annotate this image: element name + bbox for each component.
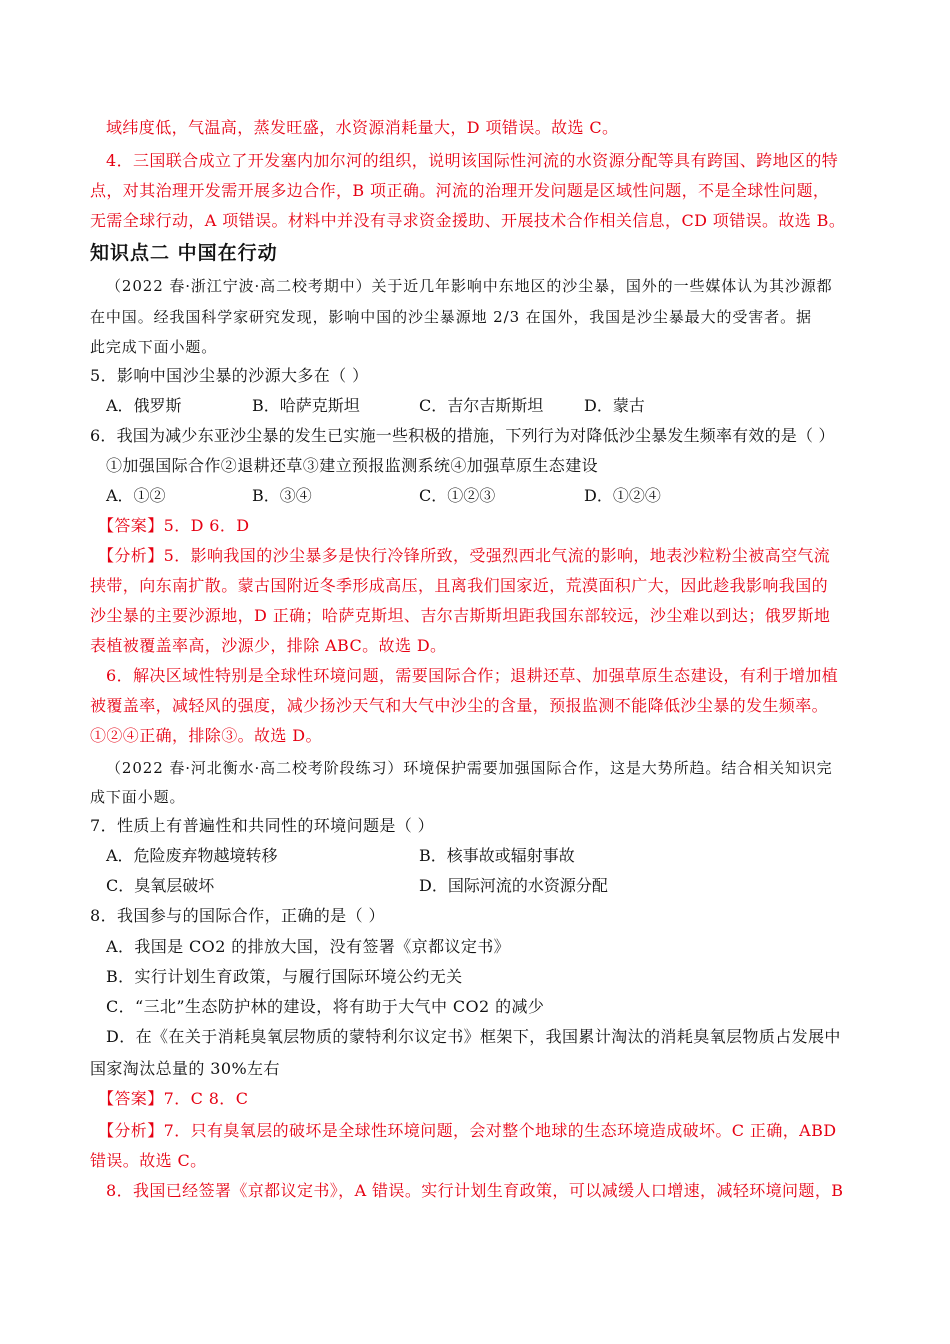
analysis-7-line: 错误。故选 C。 bbox=[90, 1151, 207, 1170]
analysis-tag: 【分析】 bbox=[98, 546, 164, 565]
q7-option-c: C．臭氧层破坏 bbox=[106, 876, 215, 895]
analysis-5-line bbox=[98, 546, 830, 566]
analysis-prev-line: 域纬度低，气温高，蒸发旺盛，水资源消耗量大，D 项错误。故选 C。 bbox=[106, 118, 619, 137]
q6-option-b: B．③④ bbox=[252, 486, 312, 505]
q7-option-b: B．核事故或辐射事故 bbox=[419, 846, 575, 865]
analysis-5-line: 挟带，向东南扩散。蒙古国附近冬季形成高压，且离我们国家近，荒漠面积广大，因此趁我影响我国的 bbox=[90, 576, 829, 595]
q6-option-d: D．①②④ bbox=[584, 486, 661, 505]
answer-tag: 【答案】 bbox=[98, 1089, 164, 1108]
q5-option-a: A．俄罗斯 bbox=[106, 396, 182, 415]
answer-text: 5．D 6．D bbox=[163, 516, 250, 535]
analysis-6-line: ①②④正确，排除③。故选 D。 bbox=[90, 726, 322, 745]
group1-source-line: （2022 春·浙江宁波·高二校考期中）关于近几年影响中东地区的沙尘暴，国外的一些媒体认为其沙源都 bbox=[106, 277, 833, 295]
analysis-7-line bbox=[98, 1121, 836, 1141]
analysis-6-line: 6．解决区域性特别是全球性环境问题，需要国际合作；退耕还草、加强草原生态建设，有利于增加植 bbox=[106, 666, 839, 685]
q5-option-c: C．吉尔吉斯斯坦 bbox=[419, 396, 544, 415]
question-7-stem: 7．性质上有普遍性和共同性的环境问题是（ ） bbox=[90, 816, 435, 835]
q6-option-a: A．①② bbox=[106, 486, 166, 505]
question-6-stem: 6．我国为减少东亚沙尘暴的发生已实施一些积极的措施，下列行为对降低沙尘暴发生频率有效的是（ ） bbox=[90, 426, 835, 445]
analysis-tag: 【分析】 bbox=[98, 1121, 164, 1140]
analysis-q4-line: 点，对其治理开发需开展多边合作，B 项正确。河流的治理开发问题是区域性问题，不是全球性问题， bbox=[90, 181, 830, 200]
answer-5-6 bbox=[98, 516, 250, 536]
analysis-6-line: 被覆盖率，减轻风的强度，减少扬沙天气和大气中沙尘的含量，预报监测不能降低沙尘暴的发生频率。 bbox=[90, 696, 829, 715]
section-title: 知识点二 中国在行动 bbox=[90, 242, 278, 264]
answer-7-8 bbox=[98, 1089, 248, 1109]
analysis-q4-line: 无需全球行动，A 项错误。材料中并没有寻求资金援助、开展技术合作相关信息，CD 项错误。故选 B。 bbox=[90, 211, 846, 230]
question-5-stem: 5．影响中国沙尘暴的沙源大多在（ ） bbox=[90, 366, 369, 385]
question-6-sub: ①加强国际合作②退耕还草③建立预报监测系统④加强草原生态建设 bbox=[106, 456, 599, 475]
analysis-text: 5．影响我国的沙尘暴多是快行冷锋所致，受强烈西北气流的影响，地表沙粒粉尘被高空气流 bbox=[163, 546, 831, 565]
analysis-5-line: 表植被覆盖率高，沙源少，排除 ABC。故选 D。 bbox=[90, 636, 447, 655]
q7-option-a: A．危险废弃物越境转移 bbox=[106, 846, 278, 865]
analysis-5-line: 沙尘暴的主要沙源地，D 正确；哈萨克斯坦、吉尔吉斯斯坦距我国东部较远，沙尘难以到达；俄罗斯地 bbox=[90, 606, 831, 625]
group2-source-line: （2022 春·河北衡水·高二校考阶段练习）环境保护需要加强国际合作，这是大势所趋。结合相关知识完 bbox=[106, 759, 833, 777]
analysis-q4-line: 4．三国联合成立了开发塞内加尔河的组织，说明该国际性河流的水资源分配等具有跨国、跨地区的特 bbox=[106, 151, 839, 170]
q5-option-d: D．蒙古 bbox=[584, 396, 645, 415]
q8-option-a: A．我国是 CO2 的排放大国，没有签署《京都议定书》 bbox=[106, 937, 511, 956]
q8-option-b: B．实行计划生育政策，与履行国际环境公约无关 bbox=[106, 967, 463, 986]
q8-option-c: C．“三北”生态防护林的建设，将有助于大气中 CO2 的减少 bbox=[106, 997, 545, 1016]
group2-source-line: 成下面小题。 bbox=[90, 788, 186, 806]
group1-source-line: 在中国。经我国科学家研究发现，影响中国的沙尘暴源地 2/3 在国外，我国是沙尘暴最大的受害者。据 bbox=[90, 308, 812, 326]
q5-option-b: B．哈萨克斯坦 bbox=[252, 396, 360, 415]
q7-option-d: D．国际河流的水资源分配 bbox=[419, 876, 608, 895]
q8-option-d-cont: 国家淘汰总量的 30%左右 bbox=[90, 1059, 280, 1078]
analysis-text: 7．只有臭氧层的破坏是全球性环境问题，会对整个地球的生态环境造成破坏。C 正确，ABD bbox=[163, 1121, 837, 1140]
q8-option-d: D．在《在关于消耗臭氧层物质的蒙特利尔议定书》框架下，我国累计淘汰的消耗臭氧层物质占发展中 bbox=[106, 1027, 841, 1046]
question-8-stem: 8．我国参与的国际合作，正确的是（ ） bbox=[90, 906, 385, 925]
group1-source-line: 此完成下面小题。 bbox=[90, 338, 218, 356]
answer-text: 7．C 8．C bbox=[163, 1089, 249, 1108]
answer-tag: 【答案】 bbox=[98, 516, 164, 535]
q6-option-c: C．①②③ bbox=[419, 486, 496, 505]
analysis-8-line: 8．我国已经签署《京都议定书》，A 错误。实行计划生育政策，可以减缓人口增速，减轻环境问题，B bbox=[106, 1181, 844, 1200]
